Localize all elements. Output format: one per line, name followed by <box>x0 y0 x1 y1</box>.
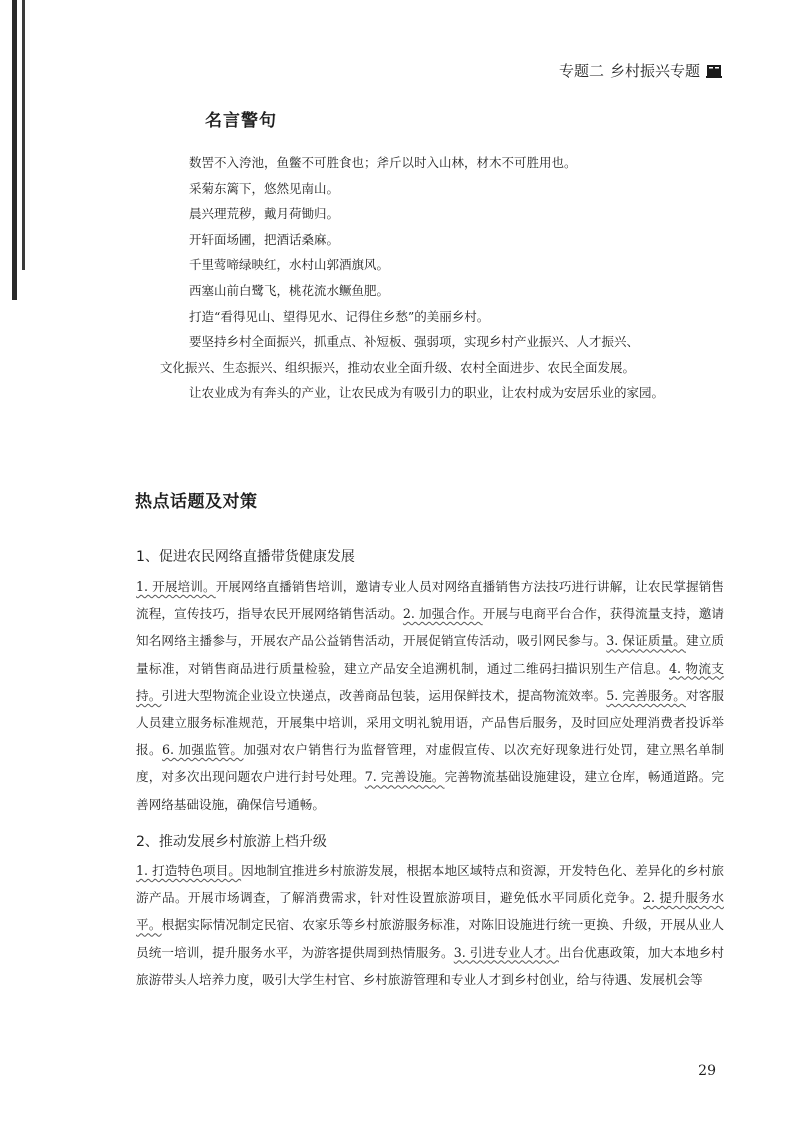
quote-line: 千里莺啼绿映红，水村山郭酒旗风。 <box>189 257 390 273</box>
section-title-quotes: 名言警句 <box>205 111 277 131</box>
paragraph-text: 对客服人员建立服务标准规范，开展集中培训，采用文明礼貌用语，产品售后服务，及时回应处理消费者投诉举报。 <box>136 687 725 758</box>
topic-heading: 1、促进农民网络直播带货健康发展 <box>136 549 355 565</box>
measure-label: 7. 完善设施。 <box>364 769 445 785</box>
paragraph-text: 引进大型物流企业设立快递点，改善商品包装，运用保鲜技术，提高物流效率。 <box>161 687 607 703</box>
paragraph-text: 建立质量标准，对销售商品进行质量检验，建立产品安全追溯机制，通过二维码扫描识别生产信息。 <box>136 633 725 676</box>
quote-line: 西塞山前白鹭飞，桃花流水鳜鱼肥。 <box>189 282 390 298</box>
paragraph-text: 开展网络直播销售培训，邀请专业人员对网络直播销售方法技巧进行讲解，让农民掌握销售流程，宣传技巧，指导农民开展网络销售活动。 <box>136 579 725 622</box>
book-icon <box>706 64 722 78</box>
paragraph-text: 因地制宜推进乡村旅游发展，根据本地区域特点和资源，开发特色化、差异化的乡村旅游产品。开展市场调查，了解消费需求，针对性设置旅游项目，避免低水平同质化竞争。 <box>136 863 724 906</box>
header-topic: 专题二 <box>558 62 604 80</box>
quote-line: 文化振兴、生态振兴、组织振兴，推动农业全面升级、农村全面进步、农民全面发展。 <box>160 359 636 375</box>
measure-label: 4. 物流支持。 <box>136 660 725 703</box>
topic-heading: 2、推动发展乡村旅游上档升级 <box>136 834 327 850</box>
header-title: 乡村振兴专题 <box>609 62 700 80</box>
measure-label: 1. 开展培训。 <box>136 579 216 594</box>
quote-line: 让农业成为有奔头的产业，让农民成为有吸引力的职业，让农村成为安居乐业的家园。 <box>189 385 665 401</box>
topic-paragraph <box>136 573 724 818</box>
topic-paragraph <box>136 857 724 993</box>
paragraph-text: 加强对农户销售行为监督管理，对虚假宣传、以次充好现象进行处罚，建立黑名单制度，对多次出现问题农户进行封号处理。 <box>136 742 724 785</box>
measure-label: 1. 打造特色项目。 <box>136 863 242 878</box>
measure-label: 3. 引进专业人才。 <box>453 944 559 960</box>
measure-label: 2. 加强合作。 <box>402 606 483 622</box>
measure-label: 2. 提升服务水平。 <box>136 890 724 933</box>
paragraph-text: 出台优惠政策，加大本地乡村旅游带头人培养力度，吸引大学生村官、乡村旅游管理和专业人才到乡村创业，给与待遇、发展机会等 <box>136 944 724 987</box>
quote-line: 开轩面场圃，把酒话桑麻。 <box>189 231 340 247</box>
quote-line: 数罟不入洿池，鱼鳖不可胜食也；斧斤以时入山林，材木不可胜用也。 <box>189 155 577 170</box>
quote-line: 要坚持乡村全面振兴，抓重点、补短板、强弱项，实现乡村产业振兴、人才振兴、 <box>189 334 640 350</box>
quote-line: 晨兴理荒秽，戴月荷锄归。 <box>189 206 340 222</box>
scan-edge <box>12 0 17 300</box>
page-number: 29 <box>698 1063 716 1079</box>
measure-label: 6. 加强监管。 <box>162 742 244 758</box>
quote-line: 采菊东篱下，悠然见南山。 <box>189 180 340 196</box>
section-title-hot-topics: 热点话题及对策 <box>135 492 258 512</box>
measure-label: 5. 完善服务。 <box>606 687 686 703</box>
paragraph-text: 完善物流基础设施建设，建立仓库，畅通道路。完善网络基础设施，确保信号通畅。 <box>136 769 725 812</box>
paragraph-text: 开展与电商平台合作，获得流量支持，邀请知名网络主播参与，开展农产品公益销售活动，开展促销宣传活动，吸引网民参与。 <box>136 606 725 649</box>
scan-edge <box>22 0 25 270</box>
paragraph-text: 根据实际情况制定民宿、农家乐等乡村旅游服务标准，对陈旧设施进行统一更换、升级，开展从业人员统一培训，提升服务水平，为游客提供周到热情服务。 <box>136 917 725 960</box>
quote-line: 打造“看得见山、望得见水、记得住乡愁”的美丽乡村。 <box>189 308 490 324</box>
quotes-list <box>160 150 720 406</box>
running-header <box>559 60 722 81</box>
measure-label: 3. 保证质量。 <box>606 633 686 649</box>
